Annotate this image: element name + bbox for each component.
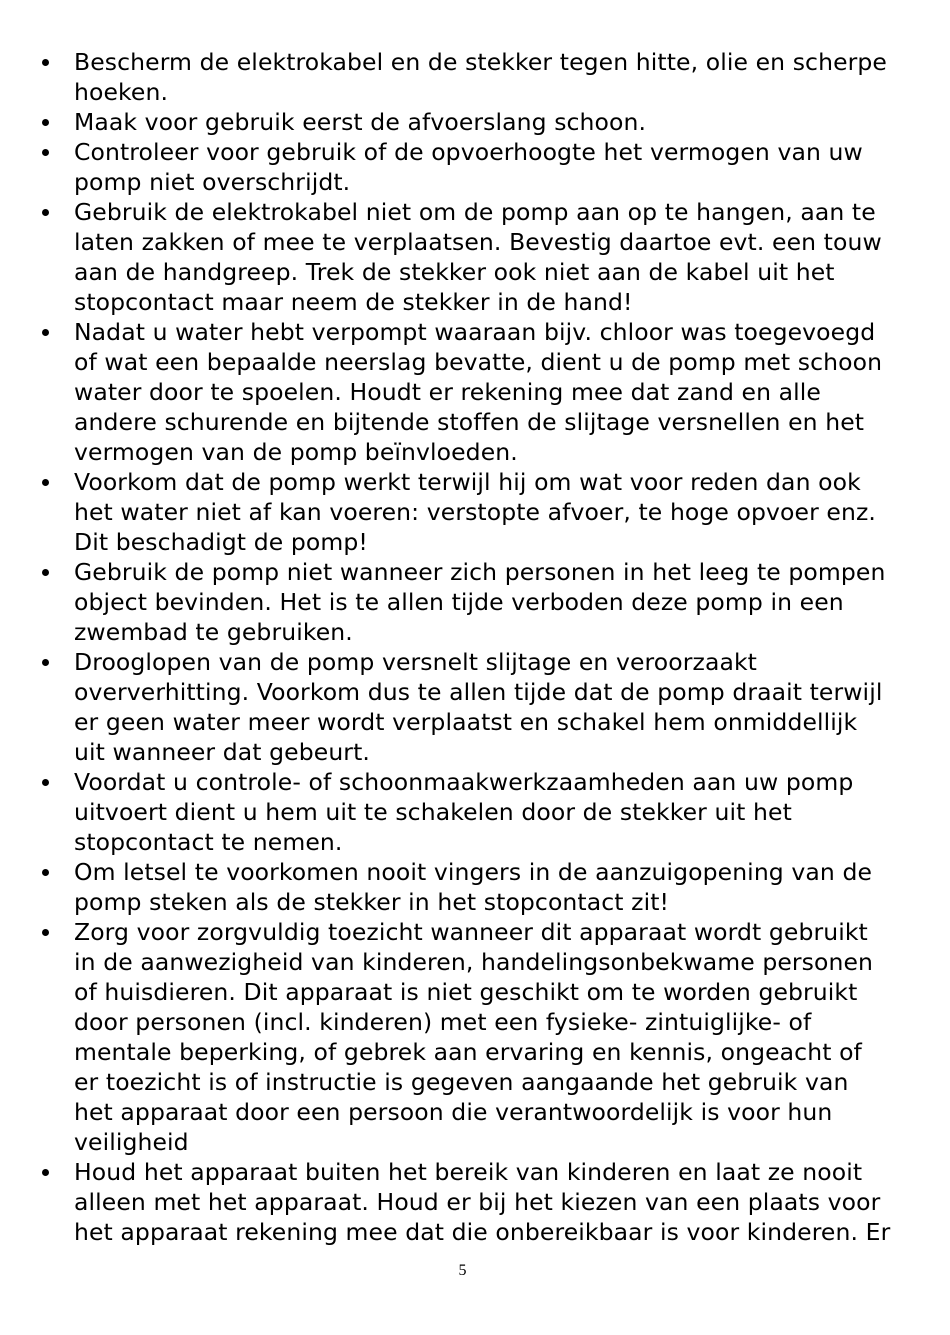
bullet-item bbox=[42, 317, 892, 467]
bullet-text: Bescherm de elektrokabel en de stekker tegen hitte, olie en scherpe hoeken. bbox=[74, 48, 887, 106]
bullet-item bbox=[42, 857, 892, 917]
safety-bullet-list bbox=[42, 47, 892, 1247]
bullet-text: Drooglopen van de pomp versnelt slijtage en veroorzaakt oververhitting. Voorkom dus te allen tijde dat de pomp draait terwijl er geen water meer wordt verplaatst en schakel hem onmiddellijk uit wanneer dat gebeurt. bbox=[74, 648, 883, 766]
bullet-dot-icon bbox=[42, 929, 49, 936]
bullet-dot-icon bbox=[42, 479, 49, 486]
bullet-item bbox=[42, 137, 892, 197]
bullet-dot-icon bbox=[42, 209, 49, 216]
bullet-text: Controleer voor gebruik of de opvoerhoogte het vermogen van uw pomp niet overschrijdt. bbox=[74, 138, 863, 196]
bullet-item bbox=[42, 197, 892, 317]
bullet-item bbox=[42, 917, 892, 1157]
bullet-dot-icon bbox=[42, 569, 49, 576]
bullet-dot-icon bbox=[42, 329, 49, 336]
page-number: 5 bbox=[458, 1262, 467, 1279]
bullet-item bbox=[42, 1157, 892, 1247]
bullet-dot-icon bbox=[42, 149, 49, 156]
bullet-dot-icon bbox=[42, 119, 49, 126]
bullet-item bbox=[42, 107, 892, 137]
bullet-text: Nadat u water hebt verpompt waaraan bijv. chloor was toegevoegd of wat een bepaalde neerslag bevatte, dient u de pomp met schoon water door te spoelen. Houdt er rekening mee dat zand en alle andere schurende en bijtende stoffen de slijtage versnellen en het vermogen van de pomp beïnvloeden. bbox=[74, 318, 883, 466]
bullet-item bbox=[42, 767, 892, 857]
bullet-dot-icon bbox=[42, 659, 49, 666]
bullet-dot-icon bbox=[42, 779, 49, 786]
bullet-text: Houd het apparaat buiten het bereik van kinderen en laat ze nooit alleen met het apparaat. Houd er bij het kiezen van een plaats voor het apparaat rekening mee dat die onbereikbaar is voor kinderen. Er bbox=[74, 1158, 891, 1246]
bullet-item bbox=[42, 467, 892, 557]
bullet-dot-icon bbox=[42, 1169, 49, 1176]
bullet-text: Gebruik de elektrokabel niet om de pomp aan op te hangen, aan te laten zakken of mee te verplaatsen. Bevestig daartoe evt. een touw aan de handgreep. Trek de stekker ook niet aan de kabel uit het stopcontact maar neem de stekker in de hand! bbox=[74, 198, 882, 316]
bullet-text: Om letsel te voorkomen nooit vingers in de aanzuigopening van de pomp steken als de stekker in het stopcontact zit! bbox=[74, 858, 873, 916]
bullet-dot-icon bbox=[42, 869, 49, 876]
bullet-text: Voorkom dat de pomp werkt terwijl hij om wat voor reden dan ook het water niet af kan voeren: verstopte afvoer, te hoge opvoer enz. Dit beschadigt de pomp! bbox=[74, 468, 876, 556]
bullet-text: Maak voor gebruik eerst de afvoerslang schoon. bbox=[74, 108, 647, 136]
bullet-text: Gebruik de pomp niet wanneer zich personen in het leeg te pompen object bevinden. Het is te allen tijde verboden deze pomp in een zwembad te gebruiken. bbox=[74, 558, 886, 646]
bullet-text: Voordat u controle- of schoonmaakwerkzaamheden aan uw pomp uitvoert dient u hem uit te schakelen door de stekker uit het stopcontact te nemen. bbox=[74, 768, 854, 856]
bullet-item bbox=[42, 557, 892, 647]
bullet-text: Zorg voor zorgvuldig toezicht wanneer dit apparaat wordt gebruikt in de aanwezigheid van kinderen, handelingsonbekwame personen of huisdieren. Dit apparaat is niet geschikt om te worden gebruikt door personen (incl. kinderen) met een fysieke- zintuiglijke- of mentale beperking, of gebrek aan ervaring en kennis, ongeacht of er toezicht is of instructie is gegeven aangaande het gebruik van het apparaat door een persoon die verantwoordelijk is voor hun veiligheid bbox=[74, 918, 874, 1156]
bullet-item bbox=[42, 47, 892, 107]
bullet-item bbox=[42, 647, 892, 767]
bullet-dot-icon bbox=[42, 59, 49, 66]
